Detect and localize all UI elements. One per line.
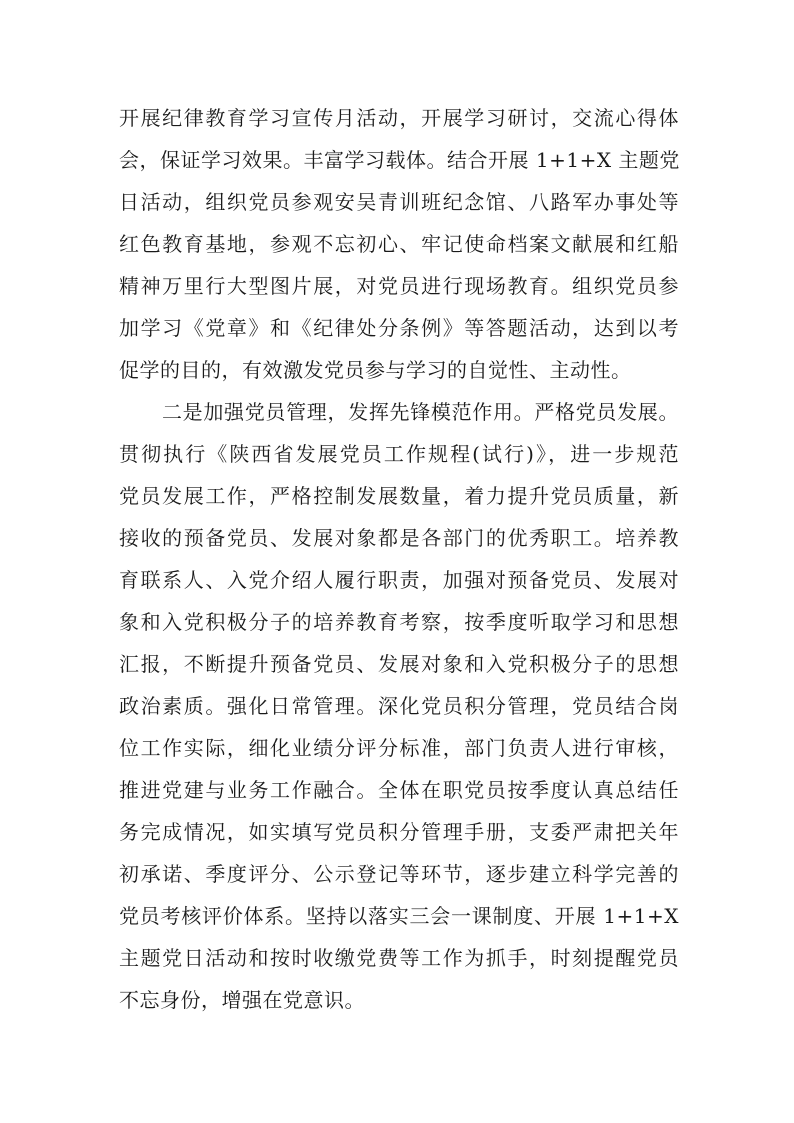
text-line: 汇报，不断提升预备党员、发展对象和入党积极分子的思想 [119, 652, 679, 676]
text-line: 育联系人、入党介绍人履行职责，加强对预备党员、发展对 [119, 568, 679, 592]
text-line: 会，保证学习效果。丰富学习载体。结合开展 1+1+X 主题党 [119, 148, 680, 172]
text-line: 精神万里行大型图片展，对党员进行现场教育。组织党员参 [119, 274, 679, 298]
text-line: 日活动，组织党员参观安吴青训班纪念馆、八路军办事处等 [119, 190, 679, 214]
text-line: 不忘身份，增强在党意识。 [119, 988, 365, 1012]
text-line: 加学习《党章》和《纪律处分条例》等答题活动，达到以考 [119, 316, 679, 340]
text-line: 推进党建与业务工作融合。全体在职党员按季度认真总结任 [119, 778, 679, 802]
text-line: 位工作实际，细化业绩分评分标准，部门负责人进行审核， [119, 736, 679, 760]
text-line: 促学的目的，有效激发党员参与学习的自觉性、主动性。 [119, 358, 632, 382]
text-line: 开展纪律教育学习宣传月活动，开展学习研讨，交流心得体 [119, 106, 679, 130]
text-line: 接收的预备党员、发展对象都是各部门的优秀职工。培养教 [119, 526, 679, 550]
text-line: 政治素质。强化日常管理。深化党员积分管理，党员结合岗 [119, 694, 679, 718]
text-line: 务完成情况，如实填写党员积分管理手册，支委严肃把关年 [119, 820, 679, 844]
text-line: 初承诺、季度评分、公示登记等环节，逐步建立科学完善的 [119, 862, 679, 886]
text-line: 党员考核评价体系。坚持以落实三会一课制度、开展 1+1+X [119, 904, 679, 928]
text-line: 红色教育基地，参观不忘初心、牢记使命档案文献展和红船 [119, 232, 679, 256]
paragraph-first-line: 二是加强党员管理，发挥先锋模范作用。严格党员发展。 [162, 400, 679, 424]
text-line: 象和入党积极分子的培养教育考察，按季度听取学习和思想 [119, 610, 679, 634]
text-line: 党员发展工作，严格控制发展数量，着力提升党员质量，新 [119, 484, 679, 508]
text-line: 主题党日活动和按时收缴党费等工作为抓手，时刻提醒党员 [119, 946, 679, 970]
text-line: 贯彻执行《陕西省发展党员工作规程(试行)》，进一步规范 [119, 442, 679, 466]
